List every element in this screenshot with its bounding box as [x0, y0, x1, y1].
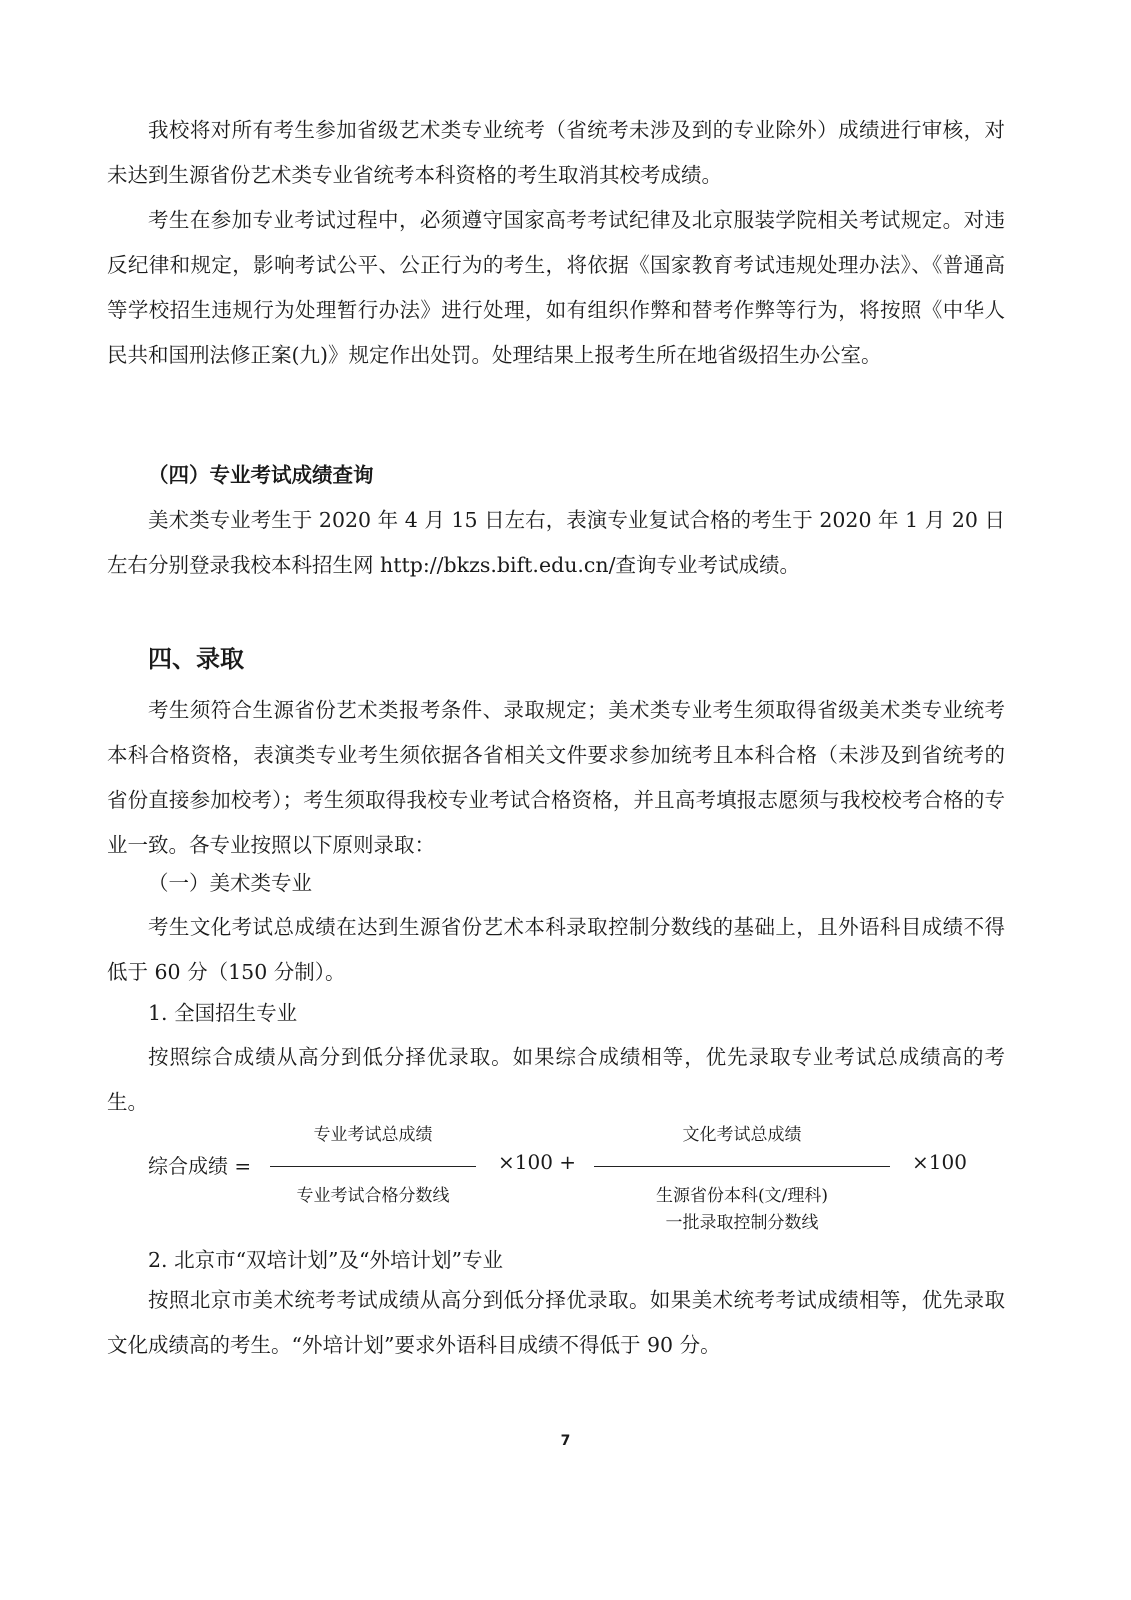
- paragraph-composite-ranking: 按照综合成绩从高分到低分择优录取。如果综合成绩相等，优先录取专业考试总成绩高的考生。: [107, 1045, 1005, 1114]
- paragraph-culture-score: 考生文化考试总成绩在达到生源省份艺术本科录取控制分数线的基础上，且外语科目成绩不得低于 60 分（150 分制）。: [107, 915, 1005, 984]
- composite-score-formula: [148, 1116, 1008, 1241]
- formula-fraction1-numerator: 专业考试总成绩: [313, 1125, 433, 1145]
- formula-fraction2-denominator-line1: 生源省份本科(文/理科): [656, 1186, 828, 1206]
- item-heading-national: 1. 全国招生专业: [148, 1001, 298, 1025]
- paragraph-exam-discipline: 考生在参加专业考试过程中，必须遵守国家高考考试纪律及北京服装学院相关考试规定。对违反纪律和规定，影响考试公平、公正行为的考生，将依据《国家教育考试违规处理办法》、《普通高等学校招生违规行为处理暂行办法》进行处理，如有组织作弊和替考作弊等行为，将按照《中华人民共和国刑法修正案(九)》规定作出处罚。处理结果上报考生所在地省级招生办公室。: [107, 208, 1005, 367]
- subsection-heading-fine-arts: （一）美术类专业: [148, 871, 312, 895]
- formula-times-plus: ×100 +: [498, 1150, 577, 1174]
- item-heading-beijing-plans: 2. 北京市“双培计划”及“外培计划”专业: [148, 1248, 503, 1272]
- formula-fraction2-denominator-line2: 一批录取控制分数线: [665, 1213, 819, 1233]
- page-number: 7: [560, 1433, 571, 1449]
- formula-fraction1-bar: [270, 1166, 476, 1167]
- formula-fraction1-denominator: 专业考试合格分数线: [296, 1186, 450, 1206]
- paragraph-score-review: 我校将对所有考生参加省级艺术类专业统考（省统考未涉及到的专业除外）成绩进行审核，对未达到生源省份艺术类专业省统考本科资格的考生取消其校考成绩。: [107, 118, 1005, 187]
- section-heading-score-query: （四）专业考试成绩查询: [148, 463, 374, 487]
- formula-times: ×100: [912, 1150, 967, 1174]
- paragraph-beijing-ranking: 按照北京市美术统考考试成绩从高分到低分择优录取。如果美术统考考试成绩相等，优先录取文化成绩高的考生。“外培计划”要求外语科目成绩不得低于 90 分。: [107, 1288, 1005, 1357]
- chapter-heading-admission: 四、录取: [148, 644, 244, 673]
- paragraph-admission-requirements: 考生须符合生源省份艺术类报考条件、录取规定；美术类专业考生须取得省级美术类专业统考本科合格资格，表演类专业考生须依据各省相关文件要求参加统考且本科合格（未涉及到省统考的省份直接参加校考）；考生须取得我校专业考试合格资格，并且高考填报志愿须与我校校考合格的专业一致。各专业按照以下原则录取：: [107, 698, 1005, 857]
- formula-fraction2-numerator: 文化考试总成绩: [682, 1125, 802, 1145]
- paragraph-score-query: 美术类专业考生于 2020 年 4 月 15 日左右，表演专业复试合格的考生于 2020 年 1 月 20 日左右分别登录我校本科招生网 http://bkzs.bift.edu.cn/查询专业考试成绩。: [107, 508, 1005, 577]
- formula-fraction2-bar: [594, 1166, 890, 1167]
- formula-lhs: 综合成绩 =: [148, 1154, 252, 1178]
